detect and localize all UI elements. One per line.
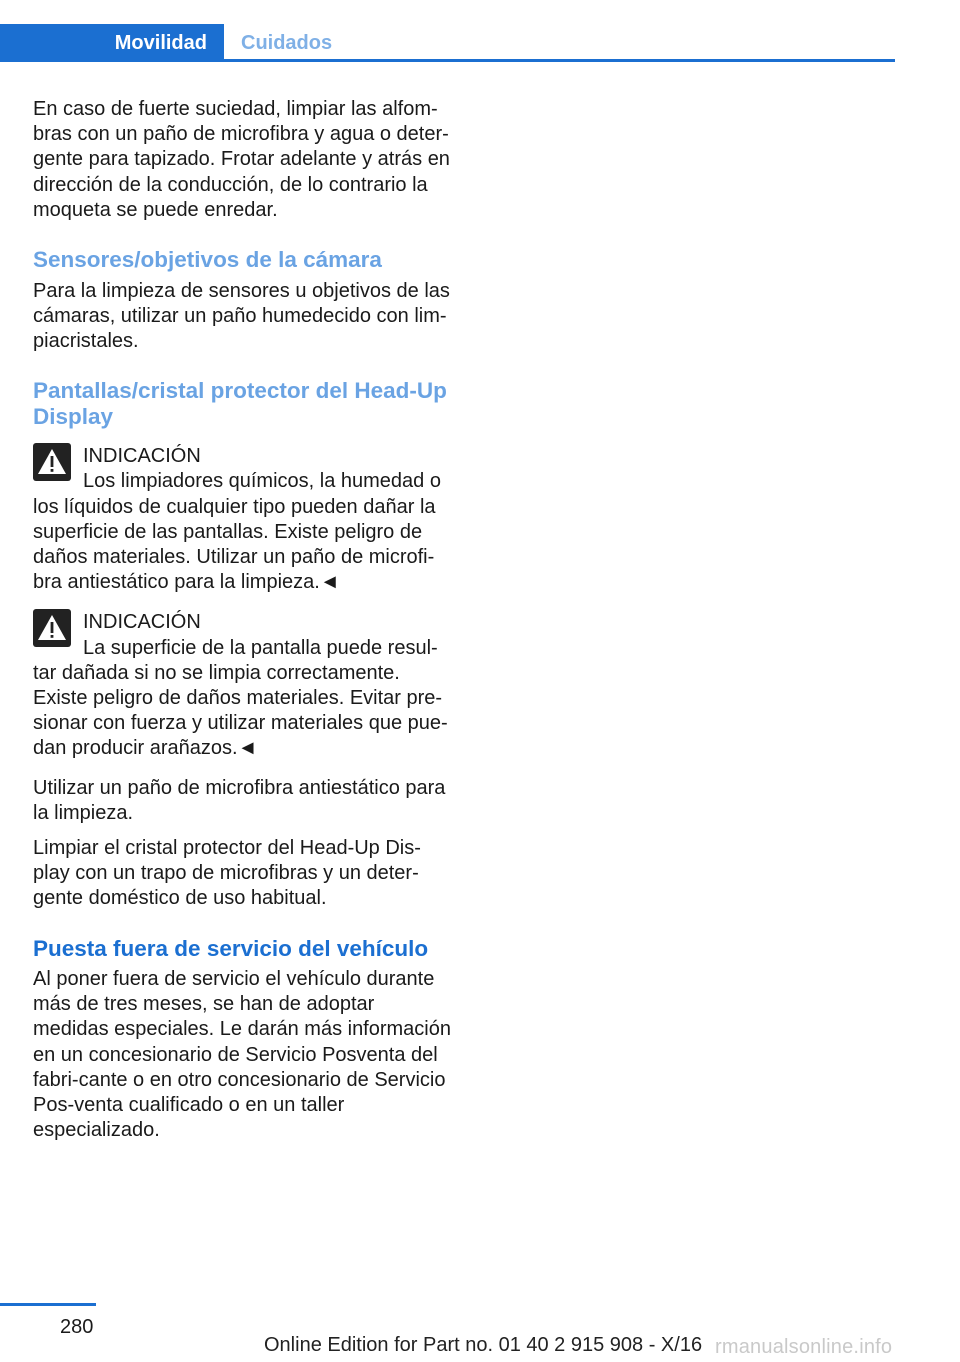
warning-triangle-icon	[33, 443, 71, 481]
tab-movilidad[interactable]: Movilidad	[0, 24, 224, 62]
tab-underline	[0, 59, 895, 62]
chapter-tab-bar	[0, 24, 895, 62]
page-content	[33, 97, 451, 1154]
tab-cuidados[interactable]: Cuidados	[241, 32, 333, 54]
section-decommission	[33, 936, 451, 1144]
note-text-first-line: Los limpiadores químicos, la humedad o	[83, 470, 441, 493]
watermark-text: rmanualsonline.info	[715, 1336, 893, 1358]
microfiber-paragraph: Utilizar un paño de microfibra antiestático para la limpieza.	[33, 776, 446, 824]
displays-heading: Pantallas/cristal protector del Head-Up Display	[33, 378, 447, 429]
page-number: 280	[60, 1316, 94, 1338]
sensors-paragraph: Para la limpieza de sensores u objetivos de las cámaras, utilizar un paño humedecido con lim-piacristales.	[33, 279, 450, 352]
warning-triangle-icon	[33, 609, 71, 647]
warning-note-1	[33, 443, 451, 595]
warning-note-2	[33, 609, 451, 761]
note-text-first-line: La superficie de la pantalla puede resul-	[83, 636, 438, 659]
footer-rule	[0, 1303, 96, 1306]
decommission-heading: Puesta fuera de servicio del vehículo	[33, 935, 429, 961]
hud-paragraph: Limpiar el cristal protector del Head-Up Dis-play con un trapo de microfibras y un deter-gente doméstico de uso habitual.	[33, 836, 421, 910]
note-label: INDICACIÓN	[83, 445, 201, 468]
note-label: INDICACIÓN	[83, 611, 201, 634]
edition-text: Online Edition for Part no. 01 40 2 915 908 - X/16	[264, 1334, 703, 1356]
note-text: los líquidos de cualquier tipo pueden dañar la superficie de las pantallas. Existe peligro de daños materiales. Utilizar un paño de microfi-bra antiestático para la limpieza.◄	[33, 495, 436, 594]
sensors-heading: Sensores/objetivos de la cámara	[33, 247, 382, 273]
section-displays	[33, 378, 451, 911]
decommission-paragraph: Al poner fuera de servicio el vehículo durante más de tres meses, se han de adoptar medidas especiales. Le darán más información en un concesionario de Servicio Posventa del fabri-cante o en otro concesionario de Servicio Pos-venta cualificado o en un taller especializado.	[33, 968, 451, 1142]
section-sensors	[33, 247, 451, 354]
note-text: tar dañada si no se limpia correctamente. Existe peligro de daños materiales. Evitar pre-sionar con fuerza y utilizar materiales que pue-dan producir arañazos.◄	[33, 661, 448, 760]
intro-paragraph: En caso de fuerte suciedad, limpiar las alfom-bras con un paño de microfibra y agua o deter-gente para tapizado. Frotar adelante y atrás en dirección de la conducción, de lo contrario la moqueta se puede enredar.	[33, 98, 450, 221]
